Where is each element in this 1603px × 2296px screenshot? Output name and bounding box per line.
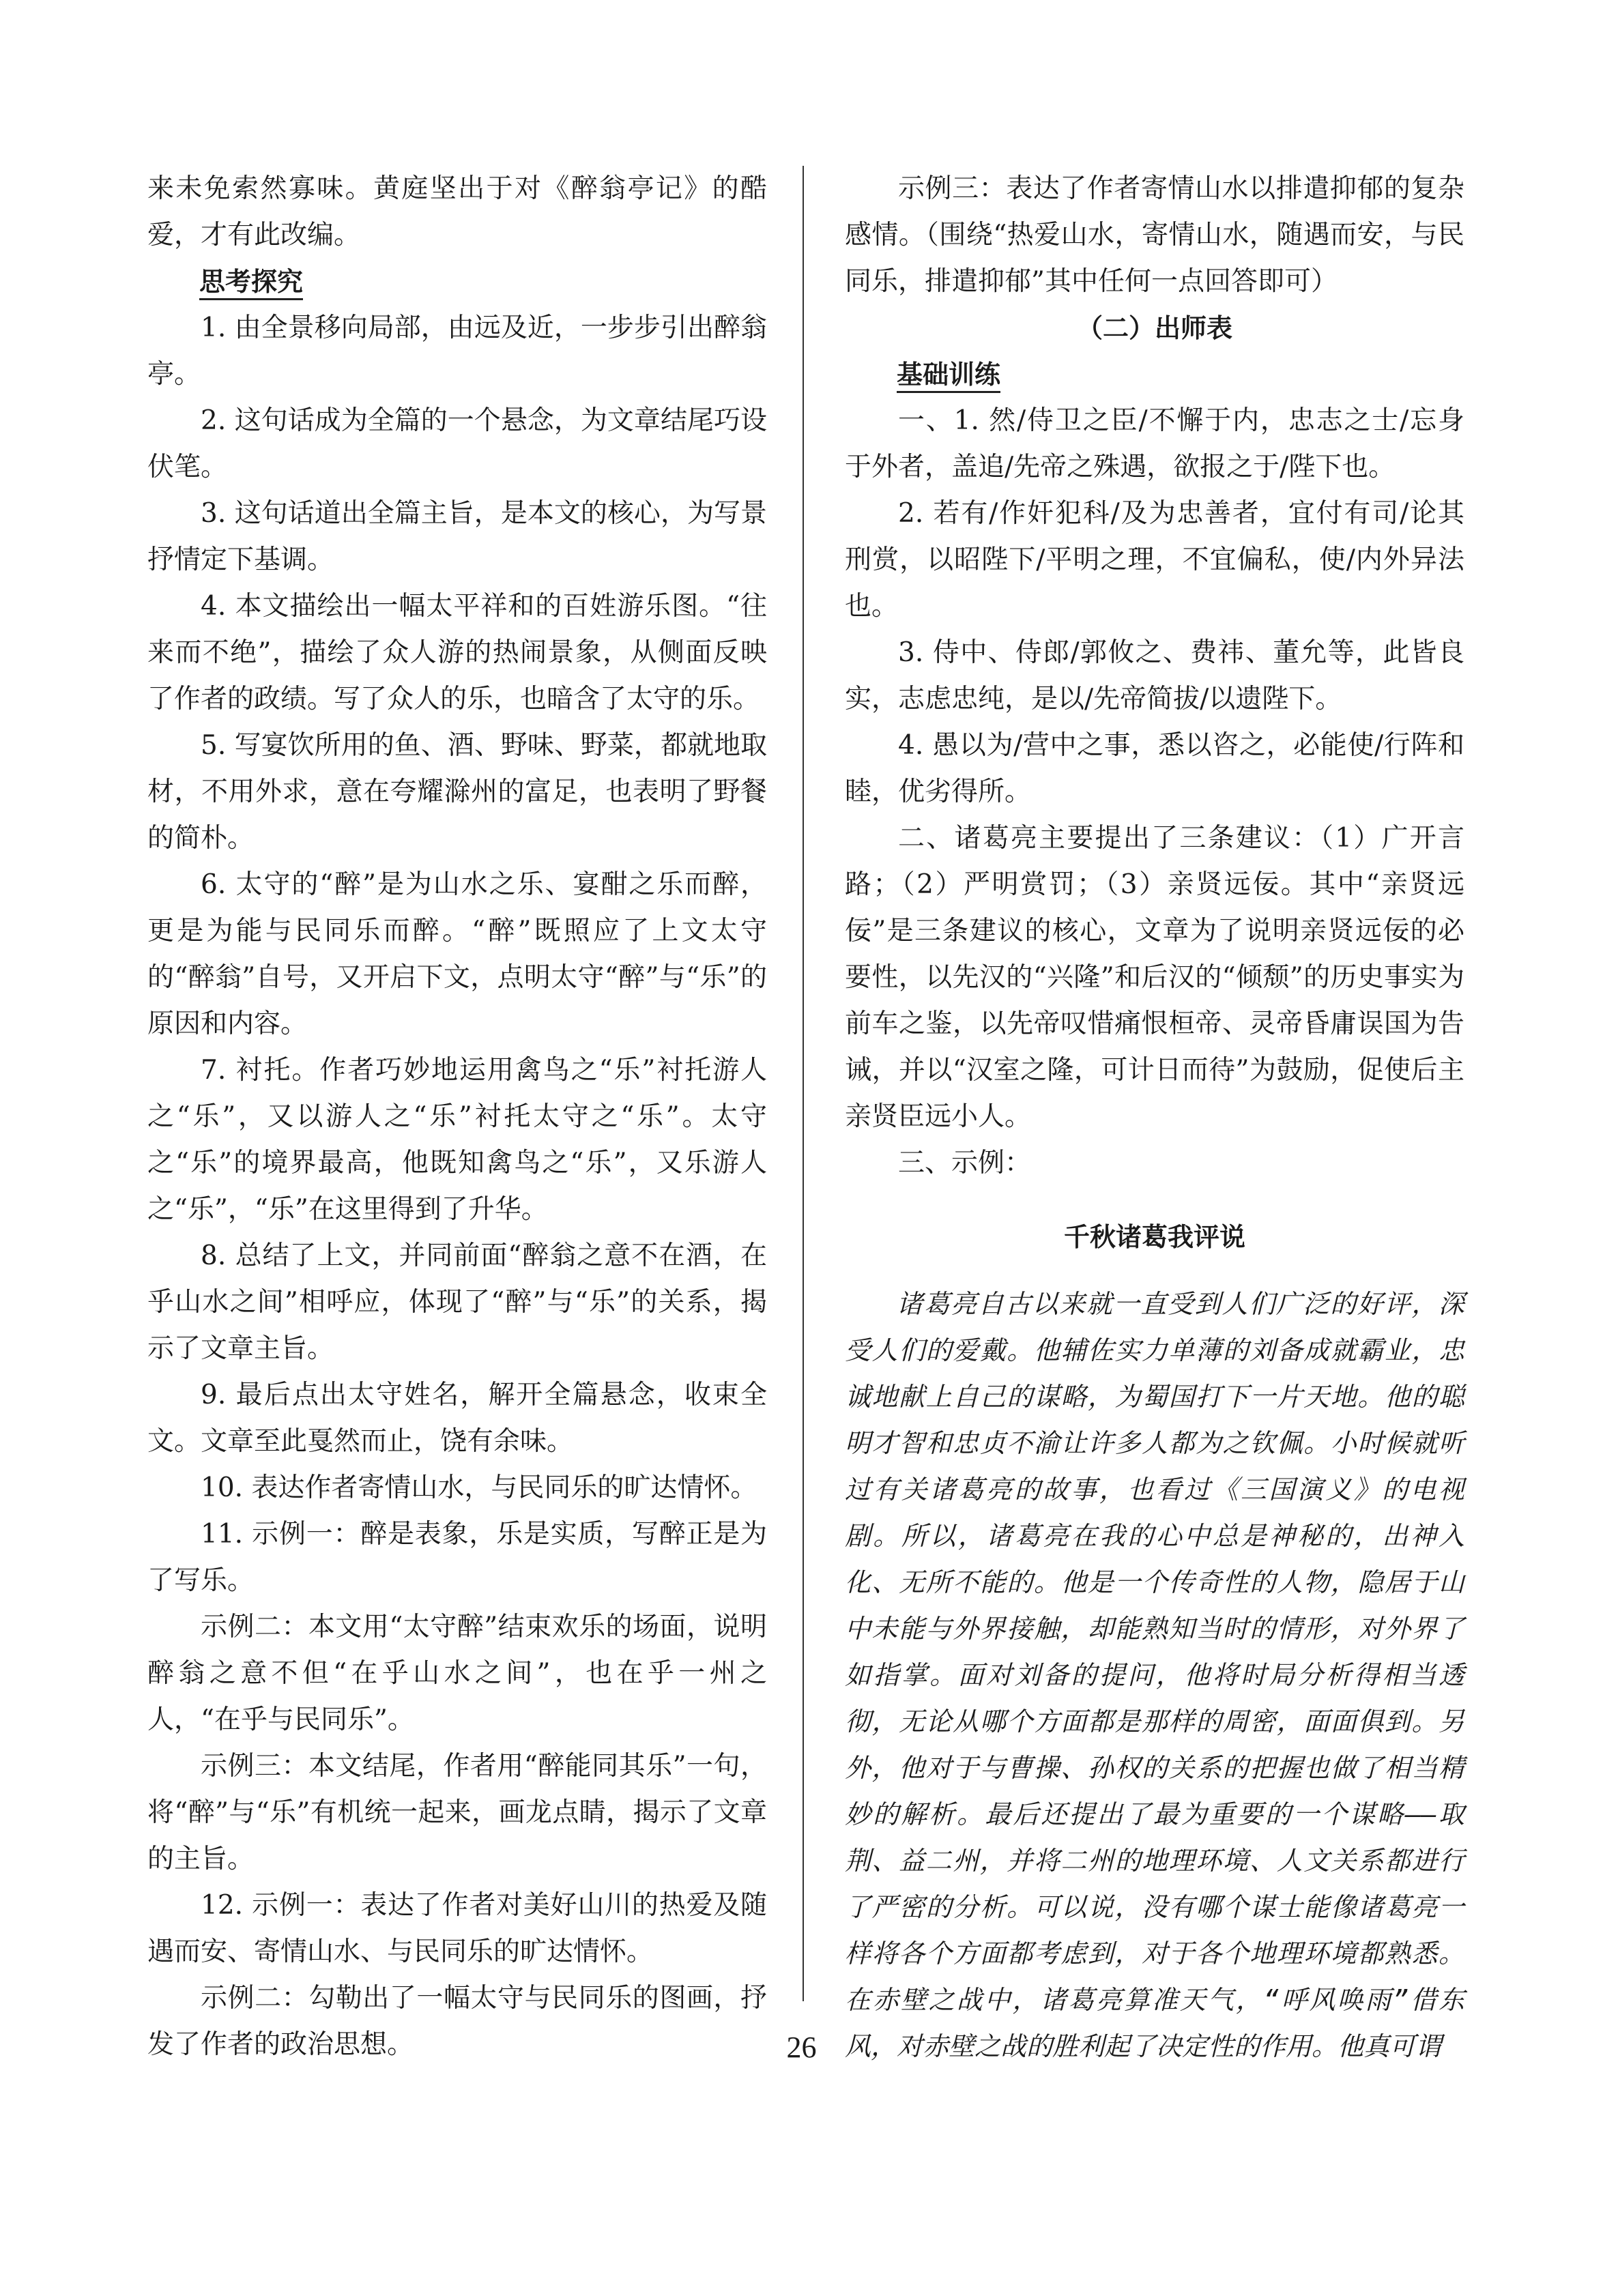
answer-item: 1. 由全景移向局部，由远及近，一步步引出醉翁亭。: [147, 313, 767, 390]
answer-item: 4. 本文描绘出一幅太平祥和的百姓游乐图。“往来而不绝”，描绘了众人游的热闹景象，从侧面反映了作者的政绩。写了众人的乐，也暗含了太守的乐。: [147, 591, 767, 714]
answer-item: 7. 衬托。作者巧妙地运用禽鸟之“乐”衬托游人之“乐”，又以游人之“乐”衬托太守之“乐”。太守之“乐”的境界最高，他既知禽鸟之“乐”，又乐游人之“乐”，“乐”在这里得到了升华。: [147, 1055, 767, 1225]
answer-item: 示例三：本文结尾，作者用“醉能同其乐”一句，将“醉”与“乐”有机统一起来，画龙点睛，揭示了文章的主旨。: [147, 1751, 767, 1874]
answer-item: 示例二：本文用“太守醉”结束欢乐的场面，说明醉翁之意不但“在乎山水之间”，也在乎一州之人，“在乎与民同乐”。: [147, 1612, 767, 1735]
answer-item: 示例二：勾勒出了一幅太守与民同乐的图画，抒发了作者的政治思想。: [147, 1983, 767, 2060]
answer-item: 一、1. 然/侍卫之臣/不懈于内，忠志之士/忘身于外者，盖追/先帝之殊遇，欲报之于/陛下也。: [845, 405, 1464, 482]
page-number: 26: [786, 2031, 817, 2064]
answer-item: 二、诸葛亮主要提出了三条建议：（1）广开言路；（2）严明赏罚；（3）亲贤远佞。其中“亲贤远佞”是三条建议的核心，文章为了说明亲贤远佞的必要性，以先汉的“兴隆”和后汉的“倾颓”的历史事实为前车之鉴，以先帝叹惜痛恨桓帝、灵帝昏庸误国为告诫，并以“汉室之隆，可计日而待”为鼓励，促使后主亲贤臣远小人。: [845, 823, 1464, 1132]
column-divider: [803, 166, 804, 2001]
answer-item: 11. 示例一：醉是表象，乐是实质，写醉正是为了写乐。: [147, 1519, 767, 1596]
answer-item: 3. 这句话道出全篇主旨，是本文的核心，为写景抒情定下基调。: [147, 498, 767, 575]
answer-item: 5. 写宴饮所用的鱼、酒、野味、野菜，都就地取材，不用外求，意在夸耀滁州的富足，也表明了野餐的简朴。: [147, 730, 767, 854]
section-heading-thinking-label: 思考探究: [199, 267, 303, 300]
essay-title: 千秋诸葛我评说: [1063, 1222, 1245, 1252]
answer-item: 8. 总结了上文，并同前面“醉翁之意不在酒，在乎山水之间”相呼应，体现了“醉”与“乐”的关系，揭示了文章主旨。: [147, 1240, 767, 1364]
answer-item: 10. 表达作者寄情山水，与民同乐的旷达情怀。: [201, 1472, 757, 1503]
answer-item: 三、示例：: [898, 1148, 1032, 1178]
essay-body: 诸葛亮自古以来就一直受到人们广泛的好评，深受人们的爱戴。他辅佐实力单薄的刘备成就霸业，忠诚地献上自己的谋略，为蜀国打下一片天地。他的聪明才智和忠贞不渝让许多人都为之钦佩。小时候就听过有关诸葛亮的故事，也看过《三国演义》的电视剧。所以，诸葛亮在我的心中总是神秘的，出神入化、无所不能的。他是一个传奇性的人物，隐居于山中未能与外界接触，却能熟知当时的情形，对外界了如指掌。面对刘备的提问，他将时局分析得相当透彻，无论从哪个方面都是那样的周密，面面俱到。另外，他对于与曹操、孙权的关系的把握也做了相当精妙的解析。最后还提出了最为重要的一个谋略——取荆、益二州，并将二州的地理环境、人文关系都进行了严密的分析。可以说，没有哪个谋士能像诸葛亮一样将各个方面都考虑到，对于各个地理环境都熟悉。在赤壁之战中，诸葛亮算准天气，“呼风唤雨”借东风，对赤壁之战的胜利起了决定性的作用。他真可谓: [845, 1289, 1464, 2061]
answer-item: 3. 侍中、侍郎/郭攸之、费祎、董允等，此皆良实，志虑忠纯，是以/先帝简拔/以遗陛下。: [845, 637, 1464, 714]
answer-item: 4. 愚以为/营中之事，悉以咨之，必能使/行阵和睦，优劣得所。: [845, 730, 1464, 807]
answer-item: 示例三：表达了作者寄情山水以排遣抑郁的复杂感情。（围绕“热爱山水，寄情山水，随遇而安，与民同乐，排遣抑郁”其中任何一点回答即可）: [845, 173, 1464, 297]
answer-item: 2. 若有/作奸犯科/及为忠善者，宜付有司/论其刑赏，以昭陛下/平明之理，不宜偏私，使/内外异法也。: [845, 498, 1464, 622]
section-heading-basic-training: [845, 351, 1464, 398]
answer-item: 12. 示例一：表达了作者对美好山川的热爱及随遇而安、寄情山水、与民同乐的旷达情怀。: [147, 1890, 767, 1967]
section-heading-thinking: [147, 259, 767, 305]
answer-item: 9. 最后点出太守姓名，解开全篇悬念，收束全文。文章至此戛然而止，饶有余味。: [147, 1380, 767, 1457]
intro-paragraph: 来未免索然寡味。黄庭坚出于对《醉翁亭记》的酷爱，才有此改编。: [147, 173, 767, 250]
answer-item: 6. 太守的“醉”是为山水之乐、宴酣之乐而醉，更是为能与民同乐而醉。“醉”既照应了上文太守的“醉翁”自号，又开启下文，点明太守“醉”与“乐”的原因和内容。: [147, 869, 767, 1039]
section-title-chushibiao: （二）出师表: [1076, 313, 1232, 343]
answer-item: 2. 这句话成为全篇的一个悬念，为文章结尾巧设伏笔。: [147, 405, 767, 482]
left-column: [147, 166, 767, 2068]
right-column: [845, 166, 1464, 2069]
section-heading-basic-training-label: 基础训练: [897, 360, 1000, 393]
